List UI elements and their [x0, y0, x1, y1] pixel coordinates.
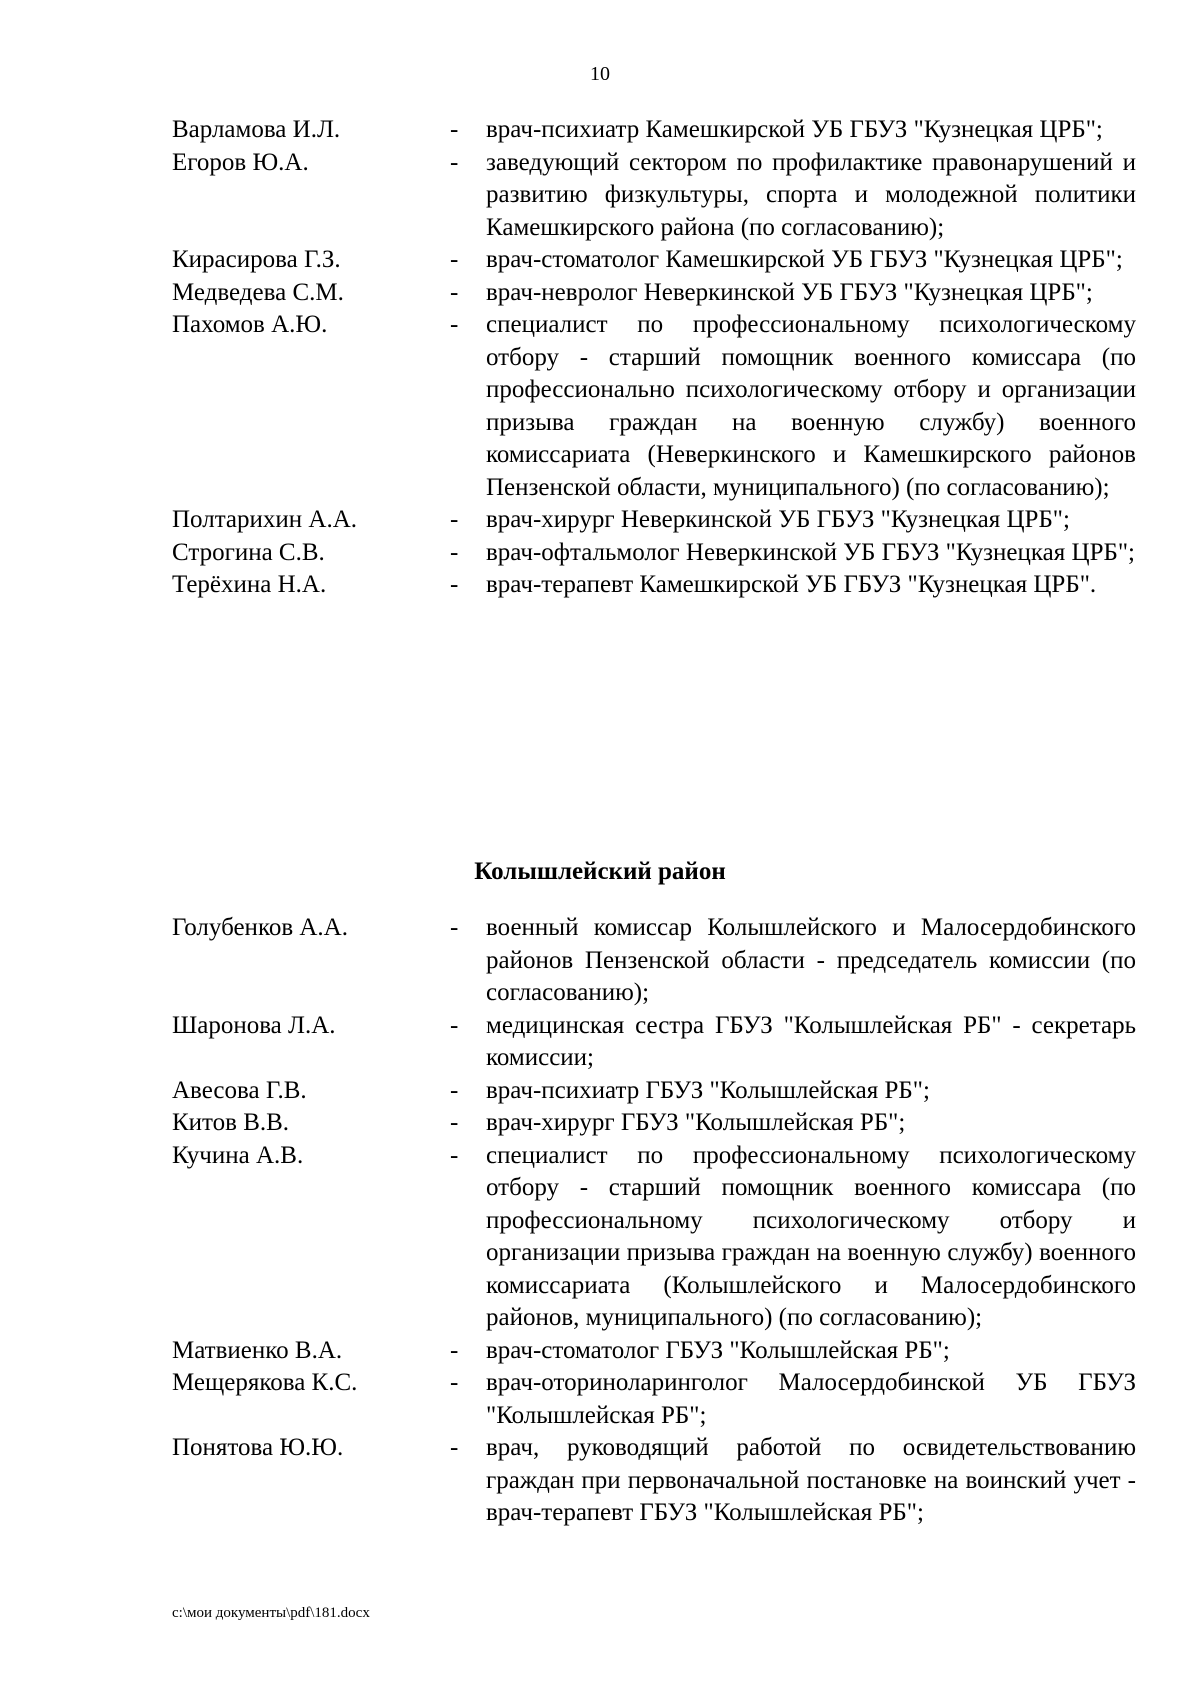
- member-name: Голубенков А.А.: [172, 914, 348, 941]
- list-item: [172, 504, 1136, 537]
- member-position: специалист по профессиональному психологическому отбору - старший помощник военного комиссара (по профессионально психологическому отбору и организации призыва граждан на военную службу) военного комиссариата (Неверкинского и Камешкирского районов Пензенской области, муниципального) (по согласованию);: [486, 311, 1136, 501]
- member-position: врач-хирург ГБУЗ "Колышлейская РБ";: [486, 1109, 906, 1136]
- dash: -: [450, 1011, 459, 1039]
- member-name: Шаронова Л.А.: [172, 1011, 336, 1039]
- dash: -: [450, 1434, 459, 1461]
- page-number: 10: [590, 63, 610, 85]
- file-path-footer: c:\мои документы\pdf\181.docx: [172, 1605, 370, 1621]
- dash: -: [450, 914, 459, 941]
- member-name: Матвиенко В.А.: [172, 1336, 343, 1364]
- member-position: врач-стоматолог ГБУЗ "Колышлейская РБ";: [486, 1336, 950, 1364]
- member-position: врач-психиатр Камешкирской УБ ГБУЗ "Кузнецкая ЦРБ";: [486, 116, 1103, 143]
- member-name: Полтарихин А.А.: [172, 506, 358, 533]
- dash: -: [450, 148, 459, 176]
- list-item: [172, 1107, 1136, 1140]
- member-name: Пахомов А.Ю.: [172, 311, 328, 338]
- dash: -: [450, 246, 459, 273]
- dash: -: [450, 506, 459, 533]
- member-position: специалист по профессиональному психологическому отбору - старший помощник военного комиссара (по профессиональному психологическому отбору и организации призыва граждан на военную службу) военного комиссариата (Колышлейского и Малосердобинского районов, муниципального) (по согласованию);: [486, 1141, 1136, 1331]
- dash: -: [450, 571, 459, 598]
- list-item: [172, 114, 1136, 147]
- dash: -: [450, 1141, 459, 1169]
- member-position: врач-хирург Неверкинской УБ ГБУЗ "Кузнецкая ЦРБ";: [486, 506, 1070, 533]
- member-position: заведующий сектором по профилактике правонарушений и развитию физкультуры, спорта и молодежной политики Камешкирского района (по согласованию);: [486, 148, 1136, 241]
- list-item: [172, 1010, 1136, 1075]
- member-position: врач-невролог Неверкинской УБ ГБУЗ "Кузнецкая ЦРБ";: [486, 278, 1093, 306]
- member-position: врач-офтальмолог Неверкинской УБ ГБУЗ "Кузнецкая ЦРБ";: [486, 538, 1135, 566]
- member-position: врач-оториноларинголог Малосердобинской УБ ГБУЗ "Колышлейская РБ";: [486, 1369, 1136, 1429]
- member-position: военный комиссар Колышлейского и Малосердобинского районов Пензенской области - председатель комиссии (по согласованию);: [486, 914, 1136, 1006]
- member-name: Мещерякова К.С.: [172, 1369, 358, 1396]
- member-position: врач-психиатр ГБУЗ "Колышлейская РБ";: [486, 1076, 930, 1104]
- member-list-section-2: [172, 912, 1136, 1530]
- member-position: врач-стоматолог Камешкирской УБ ГБУЗ "Кузнецкая ЦРБ";: [486, 246, 1123, 273]
- dash: -: [450, 1336, 459, 1364]
- list-item: [172, 147, 1136, 245]
- dash: -: [450, 116, 459, 143]
- member-list-section-1: [172, 114, 1136, 602]
- dash: -: [450, 278, 459, 306]
- member-name: Терёхина Н.А.: [172, 571, 327, 598]
- member-name: Понятова Ю.Ю.: [172, 1434, 344, 1461]
- member-position: врач-терапевт Камешкирской УБ ГБУЗ "Кузнецкая ЦРБ".: [486, 571, 1097, 598]
- list-item: [172, 1140, 1136, 1335]
- list-item: [172, 537, 1136, 570]
- list-item: [172, 912, 1136, 1010]
- list-item: [172, 244, 1136, 277]
- list-item: [172, 1075, 1136, 1108]
- member-name: Китов В.В.: [172, 1109, 290, 1136]
- member-name: Егоров Ю.А.: [172, 148, 309, 176]
- list-item: [172, 1432, 1136, 1530]
- member-position: медицинская сестра ГБУЗ "Колышлейская РБ" - секретарь комиссии;: [486, 1011, 1136, 1071]
- member-name: Кирасирова Г.З.: [172, 246, 341, 273]
- list-item: [172, 309, 1136, 504]
- section-heading: Колышлейский район: [474, 858, 726, 885]
- member-name: Строгина С.В.: [172, 538, 325, 566]
- member-name: Медведева С.М.: [172, 278, 344, 306]
- member-position: врач, руководящий работой по освидетельствованию граждан при первоначальной постановке на воинский учет - врач-терапевт ГБУЗ "Колышлейская РБ";: [486, 1434, 1136, 1526]
- dash: -: [450, 311, 459, 338]
- dash: -: [450, 1369, 459, 1396]
- list-item: [172, 1335, 1136, 1368]
- dash: -: [450, 538, 459, 566]
- member-name: Варламова И.Л.: [172, 116, 341, 143]
- list-item: [172, 277, 1136, 310]
- dash: -: [450, 1076, 459, 1104]
- list-item: [172, 569, 1136, 602]
- list-item: [172, 1367, 1136, 1432]
- dash: -: [450, 1109, 459, 1136]
- member-name: Авесова Г.В.: [172, 1076, 307, 1104]
- member-name: Кучина А.В.: [172, 1141, 304, 1169]
